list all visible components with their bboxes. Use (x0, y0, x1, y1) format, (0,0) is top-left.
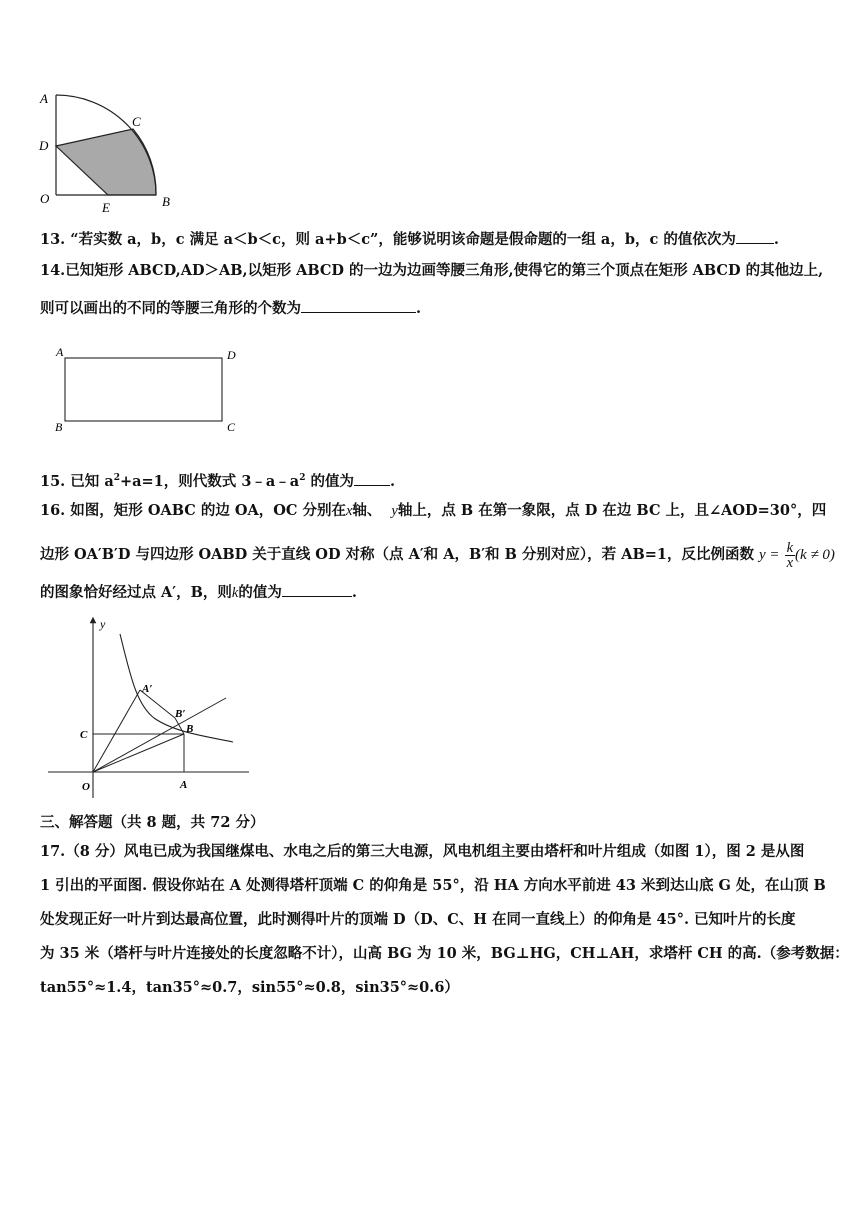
q14-answer-blank[interactable] (301, 297, 416, 313)
rect-label-b: B (55, 420, 63, 434)
figure-coordinate-hyperbola (44, 614, 254, 800)
q15-text-c: 的值为 (305, 472, 355, 490)
fig3-label-o: O (82, 781, 90, 793)
line-oa-prime (93, 690, 140, 772)
question-17-line-3 (40, 910, 840, 930)
q13-text: 13. “若实数 a，b，c 满足 a＜b＜c，则 a+b＜c”，能够说明该命题是假命题的一组 a，b，c 的值依次为 (40, 231, 736, 248)
q16-answer-blank[interactable] (282, 581, 352, 597)
question-14-line-2 (40, 297, 840, 319)
question-14-line-1 (40, 261, 840, 281)
q16-k: k (231, 585, 239, 601)
rectangle (65, 358, 222, 421)
label-e: E (102, 200, 110, 215)
q16-formula-y: y = (759, 547, 780, 563)
q15-end: . (390, 472, 396, 490)
question-17-line-4 (40, 944, 849, 964)
q16-formula-cond: (k ≠ 0) (795, 547, 835, 563)
q16-y-axis: y (391, 503, 398, 519)
question-16-line-3 (40, 581, 840, 603)
fig3-label-y: y (100, 617, 106, 631)
q17-line-2: 1 引出的平面图. 假设你站在 A 处测得塔杆顶端 C 的仰角是 55°，沿 HA 方向水平前进 43 米到达山底 G 处，在山顶 B (40, 877, 826, 894)
rect-label-a: A (56, 345, 64, 359)
fig3-label-b-prime: B′ (175, 708, 186, 720)
q16-l2-a: 边形 OA′B′D 与四边形 OABD 关于直线 OD 对称（点 A′和 A，B′和 B 分别对应），若 AB=1，反比例函数 (40, 546, 754, 563)
q16-frac-den: x (786, 554, 794, 571)
question-13 (40, 228, 840, 250)
q13-answer-blank[interactable] (736, 228, 774, 244)
q15-text-b: +a=1，则代数式 3﹣a﹣a (119, 472, 300, 490)
fig3-label-c: C (80, 729, 88, 741)
section-3-title (40, 813, 840, 833)
label-c: C (132, 114, 141, 129)
q16-l1-b: 轴、 (352, 502, 382, 519)
q16-l1-c: 轴上，点 B 在第一象限，点 D 在边 BC 上，且∠AOD=30°，四 (397, 502, 827, 519)
q17-line-4: 为 35 米（塔杆与叶片连接处的长度忽略不计），山高 BG 为 10 米，BG⊥HG，CH⊥AH，求塔杆 CH 的高.（参考数据： (40, 945, 849, 962)
figure-rectangle-abcd (50, 343, 250, 435)
question-17-line-1 (40, 842, 840, 862)
question-16-line-1 (40, 501, 840, 521)
q16-l3-a: 的图象恰好经过点 A′，B，则 (40, 584, 232, 601)
q15-sup-2: 2 (299, 473, 306, 483)
q17-line-1: 17.（8 分）风电已成为我国继煤电、水电之后的第三大电源，风电机组主要由塔杆和叶片组成（如图 1），图 2 是从图 (40, 843, 805, 860)
q15-sup-1: 2 (113, 473, 120, 483)
section-3-title-text: 三、解答题（共 8 题，共 72 分） (40, 814, 265, 831)
q16-fraction (785, 541, 795, 570)
line-ob (93, 734, 184, 772)
q14-line1: 14.已知矩形 ABCD,AD＞AB,以矩形 ABCD 的一边为边画等腰三角形,使得它的第三个顶点在矩形 ABCD 的其他边上, (40, 262, 824, 279)
label-b: B (162, 194, 170, 209)
q15-answer-blank[interactable] (354, 470, 390, 486)
fig3-label-a-prime: A′ (142, 683, 153, 695)
q17-line-5: tan55°≈1.4，tan35°≈0.7，sin55°≈0.8，sin35°≈0.6） (40, 979, 459, 996)
question-15 (40, 468, 840, 492)
fig3-label-b: B (186, 723, 194, 735)
q16-l1-a: 16. 如图，矩形 OABC 的边 OA，OC 分别在 (40, 502, 346, 519)
label-d: D (39, 138, 49, 153)
q16-end: . (351, 584, 357, 601)
shaded-region (56, 129, 156, 195)
q17-line-3: 处发现正好一叶片到达最高位置，此时测得叶片的顶端 D（D、C、H 在同一直线上）的仰角是 45°. 已知叶片的长度 (40, 911, 796, 928)
q14-line2: 则可以画出的不同的等腰三角形的个数为 (40, 300, 301, 317)
rect-label-c: C (227, 420, 236, 434)
q16-frac-num: k (786, 539, 794, 556)
fig3-label-a: A (180, 779, 188, 791)
question-16-line-2 (40, 538, 840, 574)
q15-text-a: 15. 已知 a (40, 472, 114, 490)
question-17-line-2 (40, 876, 840, 896)
rect-label-d: D (227, 348, 236, 362)
question-17-line-5 (40, 978, 840, 998)
q16-x-axis: x (345, 503, 353, 519)
label-a: A (40, 91, 48, 106)
q13-end: . (773, 231, 779, 248)
label-o: O (40, 191, 50, 206)
q14-end: . (416, 300, 422, 317)
figure-quarter-circle (36, 86, 186, 216)
line-od (93, 698, 226, 772)
q16-l3-b: 的值为 (238, 584, 282, 601)
